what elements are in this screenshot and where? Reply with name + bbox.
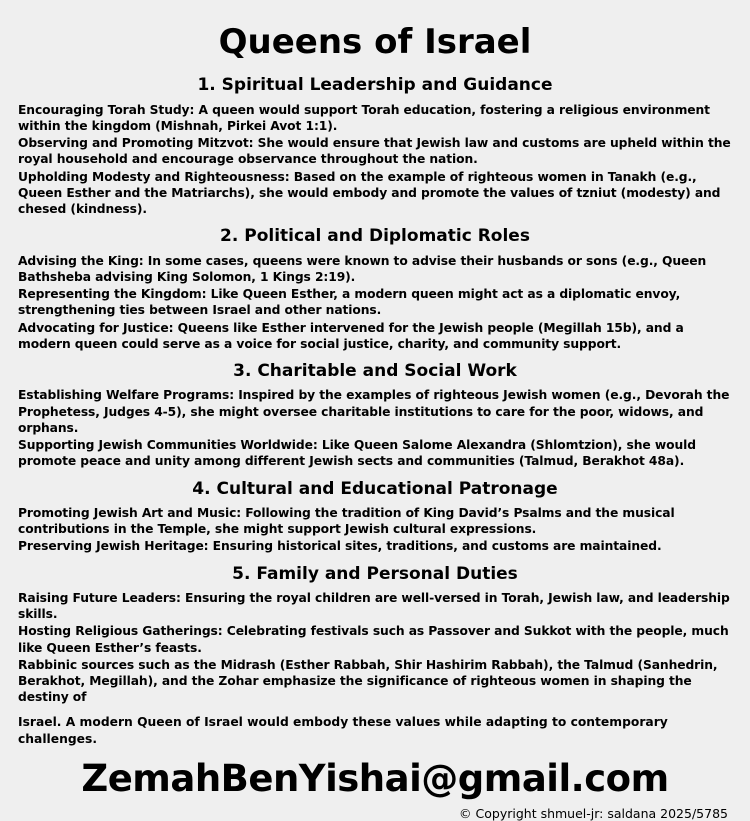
section-paragraph: Upholding Modesty and Righteousness: Based on the example of righteous women in Tanakh (e.g., Queen Esther and the Matriarchs), she would embody and promote the values of tzniut (modesty) and chesed (kindness).	[18, 169, 721, 217]
section-1	[18, 75, 732, 217]
section-paragraph: Promoting Jewish Art and Music: Following the tradition of King David’s Psalms and the musical contributions in the Temple, she might support Jewish cultural expressions.	[18, 505, 675, 537]
contact-email[interactable]: ZemahBenYishai@gmail.com	[81, 756, 669, 800]
section-paragraph: Supporting Jewish Communities Worldwide: Like Queen Salome Alexandra (Shlomtzion), she would promote peace and unity among different Jewish sects and communities (Talmud, Berakhot 48a).	[18, 438, 696, 469]
section-paragraph: Establishing Welfare Programs: Inspired by the examples of righteous Jewish women (e.g., Devorah the Prophetess, Judges 4-5), she might oversee charitable institutions to care for the poor, widows, and orphans.	[18, 388, 730, 435]
section-heading: 1. Spiritual Leadership and Guidance	[197, 75, 553, 96]
section-heading: 4. Cultural and Educational Patronage	[192, 478, 558, 499]
section-paragraph: Representing the Kingdom: Like Queen Esther, a modern queen might act as a diplomatic envoy, strengthening ties between Israel and other nations.	[18, 287, 681, 318]
closing-paragraph: Israel. A modern Queen of Israel would embody these values while adapting to contemporary challenges.	[18, 715, 668, 746]
page-title: Queens of Israel	[218, 22, 532, 62]
section-paragraph: Hosting Religious Gatherings: Celebrating festivals such as Passover and Sukkot with the people, much like Queen Esther’s feasts.	[18, 624, 729, 655]
section-3	[18, 361, 732, 469]
section-heading: 2. Political and Diplomatic Roles	[220, 226, 530, 247]
section-paragraph: Rabbinic sources such as the Midrash (Esther Rabbah, Shir Hashirim Rabbah), the Talmud (Sanhedrin, Berakhot, Megillah), and the Zohar emphasize the significance of righteous women in shaping the destiny of	[18, 657, 718, 705]
section-paragraph: Raising Future Leaders: Ensuring the royal children are well-versed in Torah, Jewish law, and leadership skills.	[18, 590, 730, 622]
copyright-notice: © Copyright shmuel-jr: saldana 2025/5785	[459, 805, 728, 821]
section-heading: 5. Family and Personal Duties	[232, 563, 518, 584]
section-5	[18, 564, 732, 706]
section-paragraph: Preserving Jewish Heritage: Ensuring historical sites, traditions, and customs are maintained.	[18, 539, 662, 554]
section-heading: 3. Charitable and Social Work	[233, 361, 517, 382]
section-2	[18, 226, 732, 352]
section-paragraph: Advising the King: In some cases, queens were known to advise their husbands or sons (e.g., Queen Bathsheba advising King Solomon, 1 Kings 2:19).	[18, 253, 707, 284]
section-paragraph: Advocating for Justice: Queens like Esther intervened for the Jewish people (Megillah 15b), and a modern queen could serve as a voice for social justice, charity, and community support.	[18, 320, 684, 351]
section-4	[18, 479, 732, 555]
section-paragraph: Encouraging Torah Study: A queen would support Torah education, fostering a religious environment within the kingdom (Mishnah, Pirkei Avot 1:1).	[18, 102, 710, 133]
section-paragraph: Observing and Promoting Mitzvot: She would ensure that Jewish law and customs are upheld within the royal household and encourage observance throughout the nation.	[18, 136, 731, 167]
